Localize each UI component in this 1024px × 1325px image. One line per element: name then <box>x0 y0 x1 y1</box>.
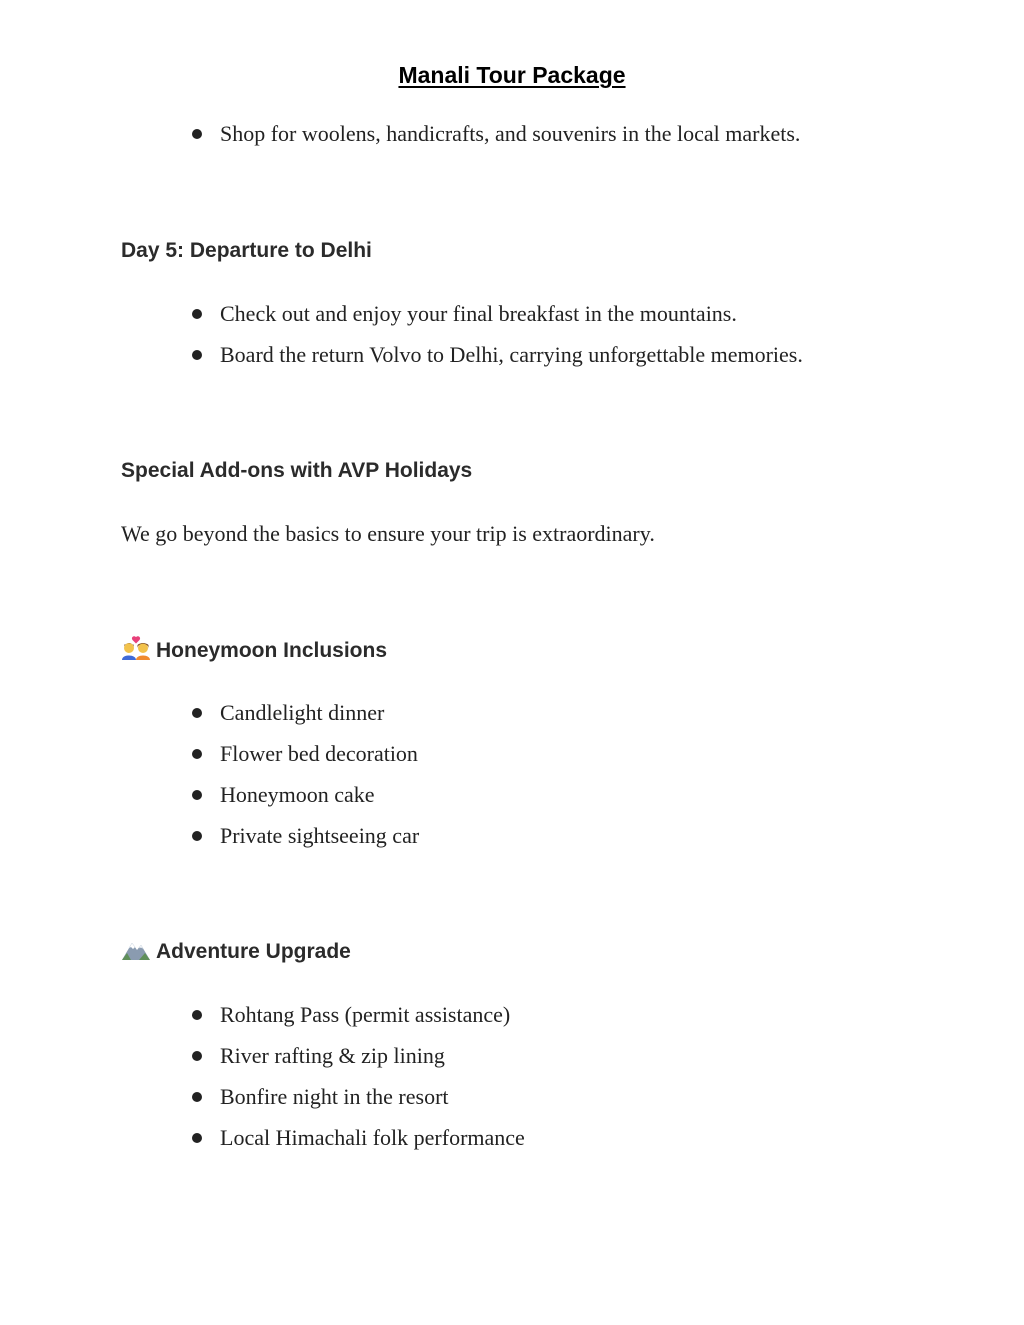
list-item <box>0 1041 525 1082</box>
bullet-icon <box>192 790 202 800</box>
adventure-heading: Adventure Upgrade <box>156 940 351 963</box>
honeymoon-heading: Honeymoon Inclusions <box>156 639 388 662</box>
adventure-bullet-list <box>0 1000 525 1164</box>
bullet-icon <box>192 129 202 139</box>
bullet-icon <box>192 708 202 718</box>
list-item-text: Honeymoon cake <box>220 782 375 807</box>
bullet-icon <box>192 749 202 759</box>
list-item-text: Check out and enjoy your final breakfast in the mountains. <box>220 301 737 326</box>
list-item <box>0 340 803 381</box>
list-item-text: Candlelight dinner <box>220 700 385 725</box>
list-item <box>0 1000 525 1041</box>
document-title: Manali Tour Package <box>398 62 626 88</box>
honeymoon-heading-row <box>121 636 387 665</box>
list-item-text: Flower bed decoration <box>220 741 418 766</box>
list-item <box>0 780 419 821</box>
bullet-icon <box>192 309 202 319</box>
list-item <box>0 739 419 780</box>
list-item <box>0 119 800 160</box>
bullet-icon <box>192 1133 202 1143</box>
adventure-heading-row <box>121 937 351 966</box>
list-item <box>0 1082 525 1123</box>
addons-heading: Special Add-ons with AVP Holidays <box>121 459 473 482</box>
bullet-icon <box>192 831 202 841</box>
bullet-icon <box>192 350 202 360</box>
list-item-text: Private sightseeing car <box>220 823 420 848</box>
list-item <box>0 698 419 739</box>
day5-heading: Day 5: Departure to Delhi <box>121 239 372 262</box>
list-item-text: Bonfire night in the resort <box>220 1084 449 1109</box>
bullet-icon <box>192 1051 202 1061</box>
list-item-text: Board the return Volvo to Delhi, carrying unforgettable memories. <box>220 342 803 367</box>
list-item-text: Rohtang Pass (permit assistance) <box>220 1002 511 1027</box>
list-item <box>0 1123 525 1164</box>
list-item-text: River rafting & zip lining <box>220 1043 445 1068</box>
honeymoon-bullet-list <box>0 698 419 862</box>
bullet-icon <box>192 1010 202 1020</box>
addons-intro-text: We go beyond the basics to ensure your trip is extraordinary. <box>121 521 655 546</box>
snow-capped-mountain-icon <box>121 937 151 961</box>
list-item <box>0 821 419 862</box>
bullet-icon <box>192 1092 202 1102</box>
intro-bullet-list <box>0 119 800 160</box>
list-item-text: Local Himachali folk performance <box>220 1125 525 1150</box>
day5-bullet-list <box>0 299 803 381</box>
couple-with-heart-icon <box>121 636 151 660</box>
list-item-text: Shop for woolens, handicrafts, and souvenirs in the local markets. <box>220 121 801 146</box>
list-item <box>0 299 803 340</box>
